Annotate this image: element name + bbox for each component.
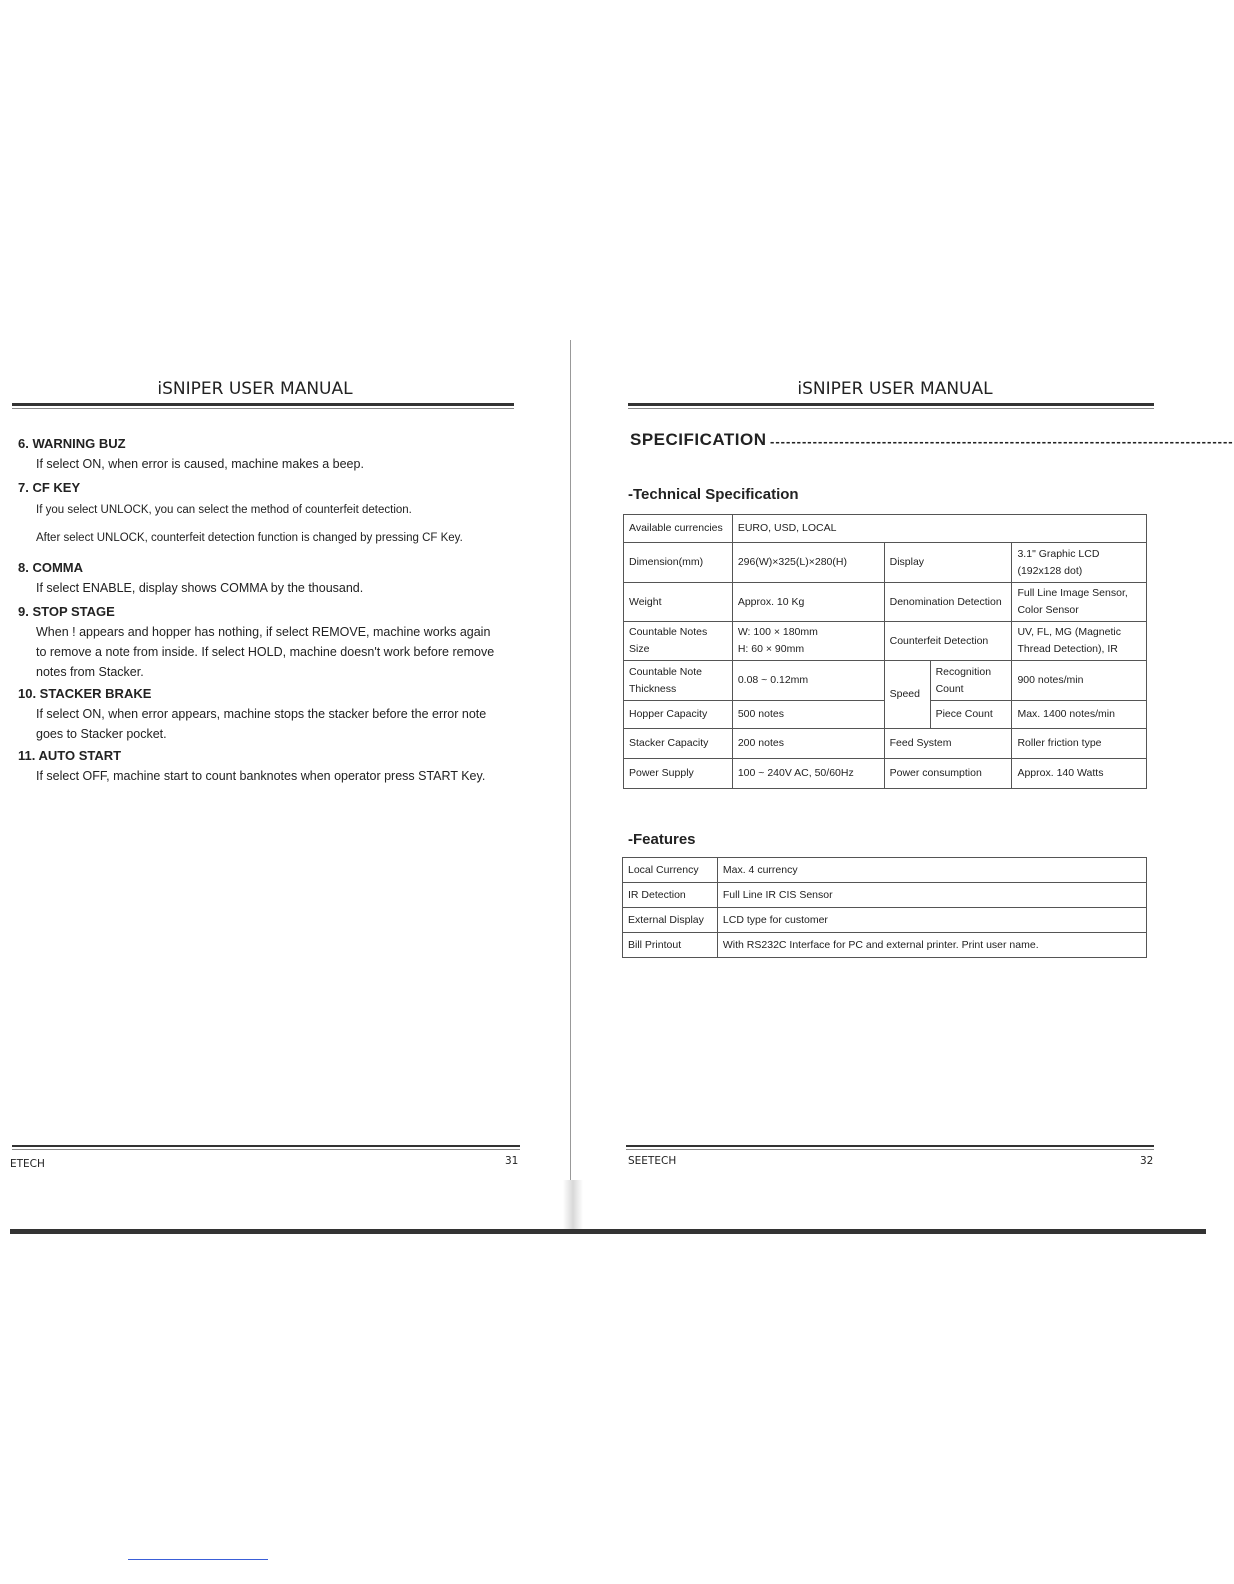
item-text-cf-key-1: If you select UNLOCK, you can select the method of counterfeit detection.	[36, 504, 412, 516]
item-title-warning-buz: 6. WARNING BUZ	[18, 436, 126, 451]
counterfeit-value: UV, FL, MG (Magnetic Thread Detection), IR	[1012, 622, 1147, 661]
features-title: -Features	[628, 831, 696, 848]
piece-count-value: Max. 1400 notes/min	[1012, 701, 1147, 729]
table-row	[624, 661, 1147, 701]
right-page-header: iSNIPER USER MANUAL	[797, 379, 993, 399]
feed-system-label: Feed System	[884, 729, 1012, 759]
available-currencies-value: EURO, USD, LOCAL	[732, 515, 1146, 543]
dimension-value: 296(W)×325(L)×280(H)	[732, 543, 884, 583]
right-footer-rule-thin	[626, 1149, 1154, 1150]
feature-value: Full Line IR CIS Sensor	[717, 883, 1146, 908]
page-spine	[570, 340, 571, 1200]
denomination-value: Full Line Image Sensor, Color Sensor	[1012, 583, 1147, 622]
left-header-rule-thin	[12, 408, 514, 409]
feature-label: Bill Printout	[623, 933, 718, 958]
power-supply-label: Power Supply	[624, 759, 733, 789]
table-row	[623, 908, 1147, 933]
item-text-stop-stage-1: When ! appears and hopper has nothing, if select REMOVE, machine works again	[36, 625, 491, 639]
specification-title: SPECIFICATION	[630, 430, 767, 449]
item-title-comma: 8. COMMA	[18, 560, 83, 575]
feature-label: Local Currency	[623, 858, 718, 883]
item-text-stacker-brake-1: If select ON, when error appears, machine stops the stacker before the error note	[36, 707, 487, 721]
item-title-cf-key: 7. CF KEY	[18, 480, 81, 495]
feature-label: IR Detection	[623, 883, 718, 908]
technical-spec-title: -Technical Specification	[628, 486, 799, 503]
right-footer-brand: SEETECH	[628, 1155, 677, 1167]
features-table	[622, 857, 1147, 958]
display-label: Display	[884, 543, 1012, 583]
stacker-label: Stacker Capacity	[624, 729, 733, 759]
left-page-header: iSNIPER USER MANUAL	[157, 379, 353, 399]
piece-count-label: Piece Count	[930, 701, 1012, 729]
item-text-cf-key-2: After select UNLOCK, counterfeit detection function is changed by pressing CF Key.	[36, 532, 463, 544]
feed-system-value: Roller friction type	[1012, 729, 1147, 759]
item-text-auto-start: If select OFF, machine start to count banknotes when operator press START Key.	[36, 769, 486, 783]
weight-label: Weight	[624, 583, 733, 622]
item-text-comma: If select ENABLE, display shows COMMA by the thousand.	[36, 581, 364, 595]
countable-size-value	[732, 622, 884, 661]
item-title-stacker-brake: 10. STACKER BRAKE	[18, 686, 152, 701]
dimension-label: Dimension(mm)	[624, 543, 733, 583]
power-supply-value: 100 ~ 240V AC, 50/60Hz	[732, 759, 884, 789]
recognition-label: Recognition Count	[930, 661, 1012, 701]
left-page-number: 31	[505, 1155, 519, 1167]
item-title-auto-start: 11. AUTO START	[18, 748, 122, 763]
left-header-rule	[12, 403, 514, 406]
table-row	[624, 543, 1147, 583]
countable-size-w: W: 100 × 180mm	[737, 626, 818, 638]
item-text-stop-stage-3: notes from Stacker.	[36, 665, 144, 679]
table-row	[624, 729, 1147, 759]
item-text-stacker-brake-2: goes to Stacker pocket.	[36, 727, 167, 741]
right-header-rule-thin	[628, 408, 1154, 409]
countable-size-label: Countable Notes Size	[624, 622, 733, 661]
feature-label: External Display	[623, 908, 718, 933]
table-row	[624, 515, 1147, 543]
feature-value: With RS232C Interface for PC and external printer. Print user name.	[717, 933, 1146, 958]
item-text-stop-stage-2: to remove a note from inside. If select HOLD, machine doesn't work before remove	[36, 645, 495, 659]
table-row	[624, 622, 1147, 661]
denomination-label: Denomination Detection	[884, 583, 1012, 622]
available-currencies-label: Available currencies	[624, 515, 733, 543]
specification-dashes: ---------------------------------------------------------------------------------------	[770, 434, 1234, 449]
scan-bottom-edge	[10, 1229, 1206, 1234]
left-footer-rule	[12, 1145, 520, 1147]
counterfeit-label: Counterfeit Detection	[884, 622, 1012, 661]
item-title-stop-stage: 9. STOP STAGE	[18, 604, 115, 619]
table-row	[623, 933, 1147, 958]
thickness-label: Countable Note Thickness	[624, 661, 733, 701]
left-footer-brand: ETECH	[10, 1158, 45, 1170]
technical-spec-table	[623, 514, 1147, 789]
table-row	[623, 858, 1147, 883]
table-row	[624, 759, 1147, 789]
table-row	[623, 883, 1147, 908]
feature-value: LCD type for customer	[717, 908, 1146, 933]
right-header-rule	[628, 403, 1154, 406]
right-page-number: 32	[1140, 1155, 1154, 1167]
recognition-value: 900 notes/min	[1012, 661, 1147, 701]
item-text-warning-buz: If select ON, when error is caused, machine makes a beep.	[36, 457, 364, 471]
weight-value: Approx. 10 Kg	[732, 583, 884, 622]
hopper-label: Hopper Capacity	[624, 701, 733, 729]
binding-shadow	[563, 1180, 583, 1230]
hopper-value: 500 notes	[732, 701, 884, 729]
underline-mark	[128, 1559, 268, 1560]
power-consumption-label: Power consumption	[884, 759, 1012, 789]
power-consumption-value: Approx. 140 Watts	[1012, 759, 1147, 789]
countable-size-h: H: 60 × 90mm	[737, 643, 805, 655]
right-footer-rule	[626, 1145, 1154, 1147]
speed-label: Speed	[884, 661, 930, 729]
left-footer-rule-thin	[12, 1149, 520, 1150]
stacker-value: 200 notes	[732, 729, 884, 759]
feature-value: Max. 4 currency	[717, 858, 1146, 883]
thickness-value: 0.08 ~ 0.12mm	[732, 661, 884, 701]
display-value: 3.1" Graphic LCD (192x128 dot)	[1012, 543, 1147, 583]
table-row	[624, 583, 1147, 622]
